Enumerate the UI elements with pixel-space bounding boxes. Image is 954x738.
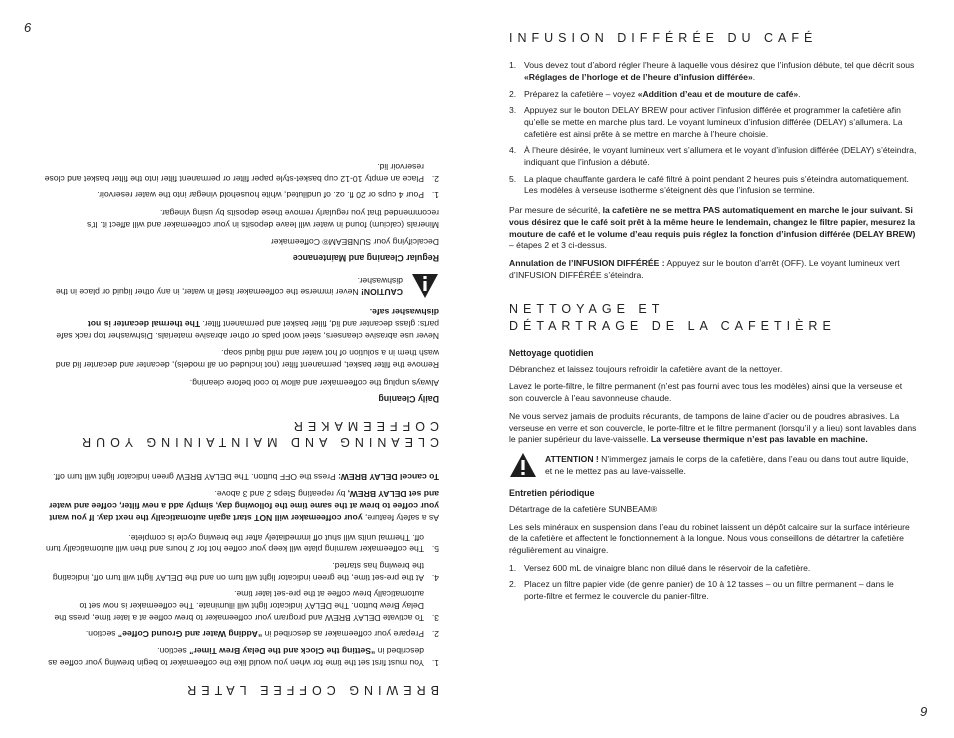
list-item-number: 2. (431, 629, 439, 640)
text-run: At the pre-set time, the green indicator light will turn on and the DELAY light will turn off, indicating the brewing has started. (52, 560, 424, 583)
cancel-delay-note (41, 470, 439, 482)
text-run: You must first set the time for when you would like the coffeemaker to begin brewing your coffee as described in (48, 646, 424, 668)
attention-box (509, 452, 917, 478)
regular-cleaning-p2-fr: Les sels minéraux en suspension dans l’eau du robinet laissent un dépôt calcaire sur la surface intérieure de la cafetière et affectent le fonctionnement à la longue. Nous vous conseillons de détartrer la cafetière régulièrement au vinaigre. (509, 521, 910, 555)
text-run: “Setting the Clock and the Delay Brew Timer” (189, 646, 376, 657)
list-item (509, 145, 917, 168)
cleaning-title-fr (509, 301, 917, 334)
text-run: Never use abrasive cleansers, steel wool pads or other abrasive materials. Dishwasher top rack safe parts: glass decanter and lid, filler basket and permanent filter. (56, 318, 439, 341)
regular-cleaning-heading: Regular Cleaning and Maintenance (292, 253, 439, 264)
daily-cleaning-p2: Remove the filter basket, permanent filter (not included on all models), decanter and decanter lid and wash them in a solution of hot water and mild liquid soap. (55, 348, 439, 370)
cleaning-title-fr-line1: NETTOYAGE ET (509, 302, 665, 317)
list-item-text (41, 644, 424, 667)
safety-note (41, 488, 439, 523)
list-item-number: 1. (431, 657, 439, 668)
text-run: Appuyez sur le bouton d’arrêt (OFF). Le voyant lumineux vert d’INFUSION DIFFÉRÉE s’éteindra. (509, 257, 900, 280)
text-run: Prepare your coffeemaker as described in (262, 629, 424, 640)
list-item (41, 644, 439, 667)
safety-note-fr (509, 205, 917, 252)
list-item-text (524, 174, 917, 197)
text-run: La plaque chauffante gardera le café filtré à point pendant 2 heures puis s’éteindra automatiquement. Les modèles à verseuse isotherme s’éteignent dès que l’infusion se termine. (524, 173, 909, 196)
text-run: À l’heure désirée, le voyant lumineux vert s’allumera et le voyant d’infusion différée (DELAY) s’éteindra, indiquant que l’infusion a débuté. (524, 145, 917, 168)
list-item (509, 174, 917, 197)
text-run: Ne vous servez jamais de produits récurants, de tampons de laine d’acier ou de poudres abrasives. La verseuse en verre et son couvercle, le porte-filtre et le filtre permanent (lorsqu’il y a lieu) sont lavables dans le panier supérieur du lave-vaisselle. (509, 410, 917, 445)
left-column (41, 152, 439, 698)
text-run: Appuyez sur le bouton DELAY BREW pour activer l’infusion différée et programmer la cafetière afin qu’elle se mette en marche plus tard. Le voyant lumineux d’infusion différée (DELAY) s’allumera. La cafetière est ainsi prête à se mettre en marche à l’heure choisie. (524, 105, 903, 139)
text-run: La verseuse thermique n’est pas lavable en machine. (650, 434, 868, 445)
list-item-text (41, 531, 424, 554)
text-run: your coffeemaker will NOT start again automatically the next day. If you want your coffee to brew at the same time the following day, simply add a new filter, coffee and water and set DELAY BREW, (49, 489, 439, 523)
list-item-text (41, 559, 424, 582)
text-run: Never immerse the coffeemaker itself in water, in any other liquid or place in the dishwasher. (55, 275, 403, 298)
list-item-text: Pour 4 cups or 20 fl. oz. of undiluted, white household vinegar into the water reservoir. (97, 190, 424, 201)
list-item-text (524, 145, 917, 168)
text-run: CAUTION! (360, 287, 403, 298)
text-run: The thermal decanter is not dishwasher safe. (87, 307, 439, 329)
regular-cleaning-steps (41, 160, 439, 200)
text-run: Préparez la cafetière – voyez (524, 88, 638, 99)
brewing-steps-list (41, 531, 439, 668)
list-item (509, 89, 917, 101)
list-item-number: 3. (431, 612, 439, 623)
daily-cleaning-p3-fr (509, 411, 917, 446)
infusion-title: INFUSION DIFFÉRÉE DU CAFÉ (509, 31, 818, 45)
warning-icon (411, 274, 439, 300)
list-item-text (524, 105, 917, 140)
list-item (509, 105, 917, 140)
text-run: As a safety feature, (362, 512, 439, 523)
list-item (509, 563, 917, 575)
right-page (477, 0, 954, 738)
text-run: Press the OFF button. The DELAY BREW green indicator light will turn off. (53, 471, 339, 482)
text-run: section. (157, 646, 190, 657)
text-run: To cancel DELAY BREW: (338, 471, 439, 482)
list-item-text (41, 628, 424, 640)
right-column (509, 30, 917, 611)
infusion-steps-list (509, 60, 917, 197)
attention-text (545, 454, 917, 477)
text-run: . (752, 71, 756, 82)
text-run: ATTENTION ! (545, 453, 599, 464)
list-item-text: Placez un filtre papier vide (de genre panier) de 10 à 12 tasses – ou un filtre permanent – dans le porte-filtre et fermez le couvercle du panier-filtre. (524, 579, 894, 601)
list-item (41, 531, 439, 554)
regular-cleaning-p1-fr: Détartrage de la cafetière SUNBEAM® (509, 503, 658, 514)
text-run: Par mesure de sécurité, (509, 205, 603, 216)
daily-cleaning-p2-fr: Lavez le porte-filtre, le filtre permanent (n’est pas fourni avec tous les modèles) ainsi que la verseuse et son couvercle à l’eau savonneuse chaude. (509, 381, 903, 404)
list-item-number: 3. (509, 105, 517, 116)
caution-text (41, 274, 403, 297)
list-item-text (524, 60, 917, 83)
text-run: . (798, 88, 801, 99)
text-run: Annulation de l’INFUSION DIFFÉRÉE : (509, 257, 665, 268)
list-item (509, 60, 917, 83)
cleaning-title: CLEANING AND MAINTAINING YOUR COFFEEMAKER (77, 418, 439, 450)
regular-cleaning-steps-fr (509, 563, 917, 603)
list-item-text (41, 588, 424, 623)
list-item-text: Place an empty 10-12 cup basket-style paper filter or permanent filter into the filter basket and close reservoir lid. (44, 162, 424, 184)
list-item (41, 160, 439, 183)
text-run: «Réglages de l’horloge et de l’heure d’infusion différée» (524, 71, 753, 82)
daily-cleaning-heading: Daily Cleaning (378, 393, 439, 404)
cancel-note-fr (509, 258, 917, 281)
text-run: by repeating Steps 2 and 3 above. (214, 489, 348, 500)
text-run: «Addition d’eau et de mouture de café» (637, 88, 799, 99)
list-item-text (524, 89, 917, 101)
list-item-number: 1. (509, 562, 517, 573)
cleaning-title-fr-line2: DÉTARTRAGE DE LA CAFETIÈRE (509, 318, 836, 333)
regular-cleaning-heading-fr: Entretien périodique (509, 487, 595, 498)
list-item-number: 4. (431, 572, 439, 583)
list-item-number: 5. (509, 173, 517, 184)
text-run: section. (85, 629, 118, 640)
list-item (41, 559, 439, 582)
daily-cleaning-p1-fr: Débranchez et laissez toujours refroidir la cafetière avant de la nettoyer. (509, 363, 783, 374)
list-item-number: 1. (431, 190, 439, 201)
list-item-number: 1. (509, 60, 517, 71)
daily-cleaning-p3 (41, 306, 439, 341)
text-run: la cafetière ne se mettra PAS automatiquement en marche le jour suivant. Si vous désirez que le café soit prêt à la même heure le lendemain, changez le filtre papier, mesurez la mouture de café et le volume d’eau requis puis réglez la fonction d’infusion différée (DELAY BREW) (509, 205, 916, 239)
list-item-number: 2. (509, 88, 517, 99)
brewing-later-title: BREWING COFFEE LATER (182, 683, 439, 697)
daily-cleaning-p1: Always unplug the coffeemaker and allow to cool before cleaning. (189, 377, 439, 388)
text-run: The coffeemaker warming plate will keep your coffee hot for 2 hours and then will automatically turn off. Thermal units will shut off immediately after the brewing cycle is complete. (45, 532, 424, 555)
list-item-text: Versez 600 mL de vinaigre blanc non dilué dans le réservoir de la cafetière. (524, 562, 811, 573)
list-item (41, 189, 439, 201)
daily-cleaning-heading-fr: Nettoyage quotidien (509, 347, 594, 358)
regular-cleaning-p1: Decalcifying your SUNBEAM® Coffeemaker (270, 237, 439, 248)
regular-cleaning-p2: Minerals (calcium) found in water will leave deposits in your coffeemaker and will affect it. It's recommended that you regularly remove these deposits by using vinegar. (87, 208, 439, 230)
warning-icon (509, 452, 537, 478)
list-item-number: 4. (509, 145, 517, 156)
list-item-number: 2. (509, 579, 517, 590)
text-run: Vous devez tout d’abord régler l’heure à laquelle vous désirez que l’infusion débute, tel que décrit sous (524, 60, 915, 71)
list-item (41, 628, 439, 640)
list-item-number: 5. (431, 544, 439, 555)
text-run: – étapes 2 et 3 ci-dessus. (509, 240, 607, 251)
list-item (509, 579, 917, 602)
page-number-right: 9 (920, 704, 928, 719)
text-run: To activate DELAY BREW and program your coffeemaker to brew coffee at a later time, press the Delay Brew button. The DELAY indicator light will illuminate. The coffeemaker is now set to automatically brew coffee at the pre-set later time. (54, 589, 424, 623)
list-item (41, 588, 439, 623)
page-number-left: 6 (24, 20, 32, 35)
text-run: N’immergez jamais le corps de la cafetière, dans l’eau ou dans tout autre liquide, et ne le mettez pas au lave-vaisselle. (545, 453, 909, 476)
caution-box (41, 274, 439, 300)
list-item-number: 2. (431, 173, 439, 184)
text-run: “Adding Water and Ground Coffee” (117, 629, 263, 640)
